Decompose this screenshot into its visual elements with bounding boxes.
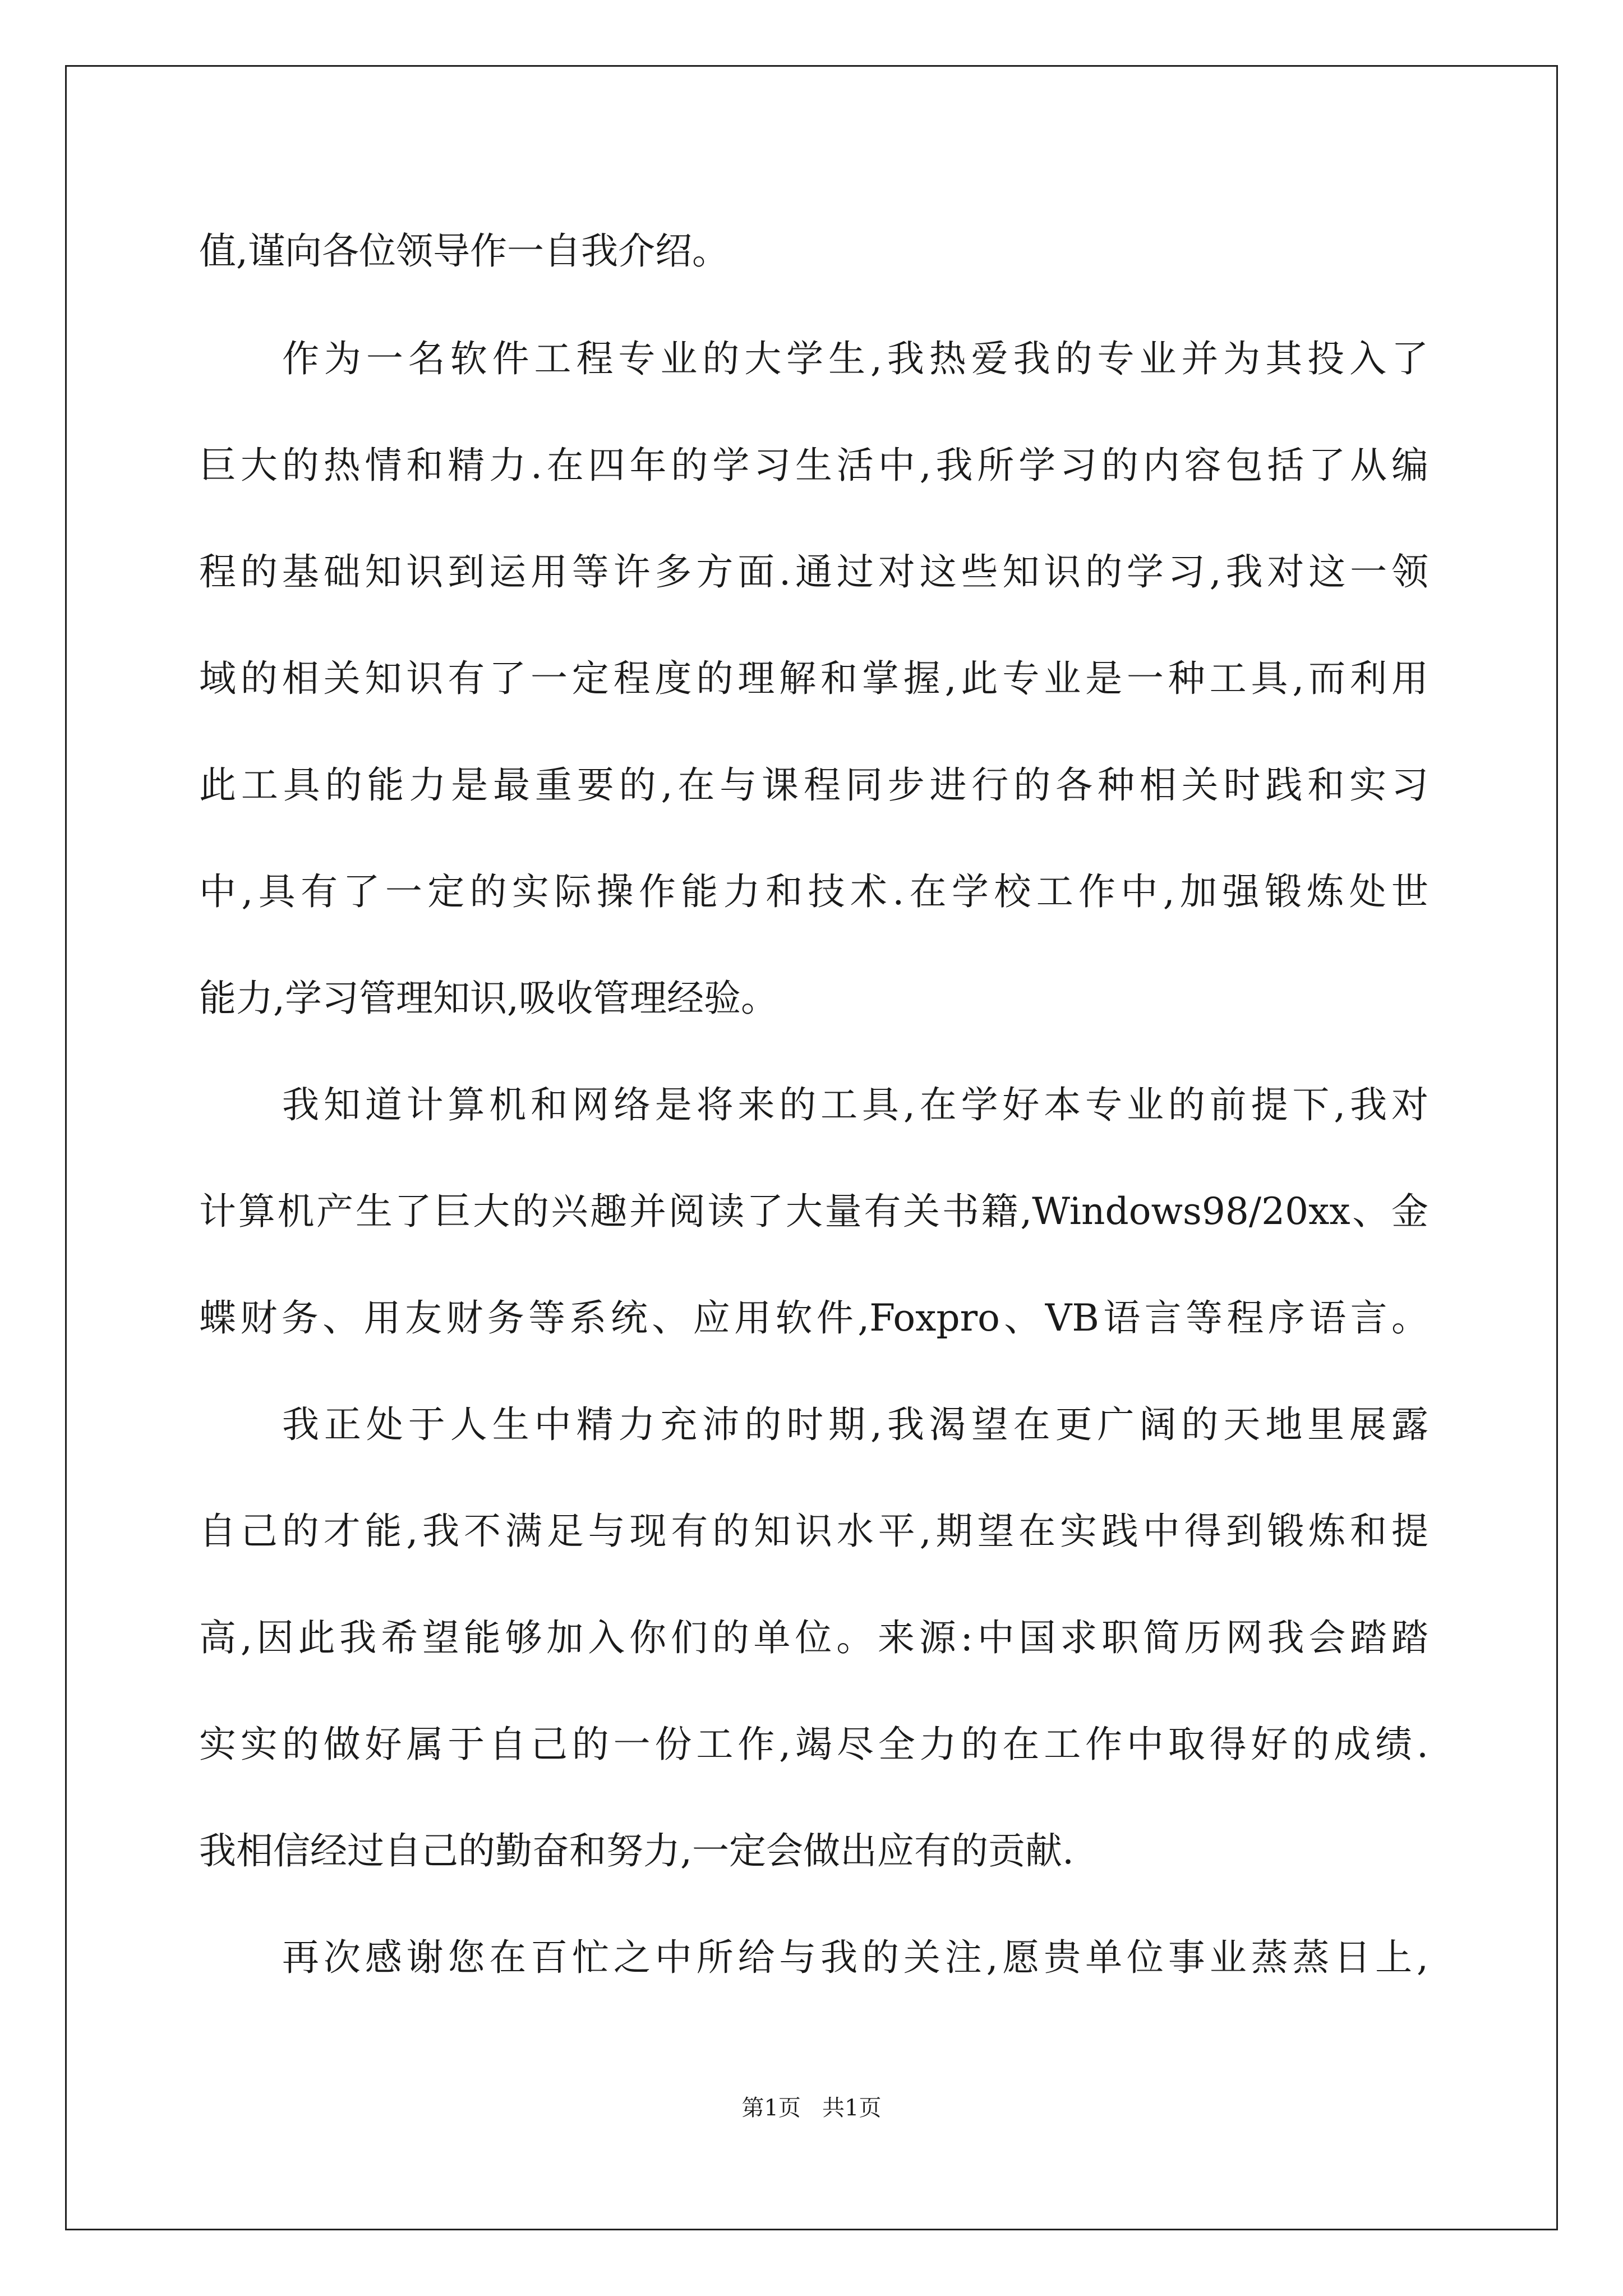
- text-line: 计算机产生了巨大的兴趣并阅读了大量有关书籍,Windows98/20xx、金: [199, 1190, 1428, 1233]
- text-line: 此工具的能力是最重要的,在与课程同步进行的各种相关时践和实习: [199, 763, 1428, 807]
- text-line: 巨大的热情和精力.在四年的学习生活中,我所学习的内容包括了从编: [199, 444, 1428, 487]
- text-line: 域的相关知识有了一定程度的理解和掌握,此专业是一种工具,而利用: [199, 657, 1428, 700]
- text-line: 我知道计算机和网络是将来的工具,在学好本专业的前提下,我对: [282, 1083, 1428, 1126]
- text-line: 能力,学习管理知识,吸收管理经验。: [199, 977, 778, 1020]
- text-line: 实实的做好属于自己的一份工作,竭尽全力的在工作中取得好的成绩.: [199, 1723, 1428, 1766]
- text-line: 蝶财务、用友财务等系统、应用软件,Foxpro、VB语言等程序语言。: [199, 1296, 1428, 1340]
- text-line: 再次感谢您在百忙之中所给与我的关注,愿贵单位事业蒸蒸日上,: [282, 1936, 1428, 1979]
- text-line: 中,具有了一定的实际操作能力和技术.在学校工作中,加强锻炼处世: [199, 870, 1428, 913]
- text-line: 值,谨向各位领导作一自我介绍。: [199, 229, 729, 273]
- text-line: 我相信经过自己的勤奋和努力,一定会做出应有的贡献.: [199, 1829, 1074, 1872]
- text-line: 自己的才能,我不满足与现有的知识水平,期望在实践中得到锻炼和提: [199, 1510, 1428, 1553]
- text-line: 作为一名软件工程专业的大学生,我热爱我的专业并为其投入了: [282, 337, 1428, 380]
- page-border: [65, 65, 1558, 2230]
- page-footer: 第1页 共1页: [741, 2095, 882, 2121]
- text-line: 高,因此我希望能够加入你们的单位。来源:中国求职简历网我会踏踏: [199, 1616, 1428, 1659]
- text-line: 程的基础知识到运用等许多方面.通过对这些知识的学习,我对这一领: [199, 550, 1428, 593]
- text-line: 我正处于人生中精力充沛的时期,我渴望在更广阔的天地里展露: [282, 1403, 1428, 1446]
